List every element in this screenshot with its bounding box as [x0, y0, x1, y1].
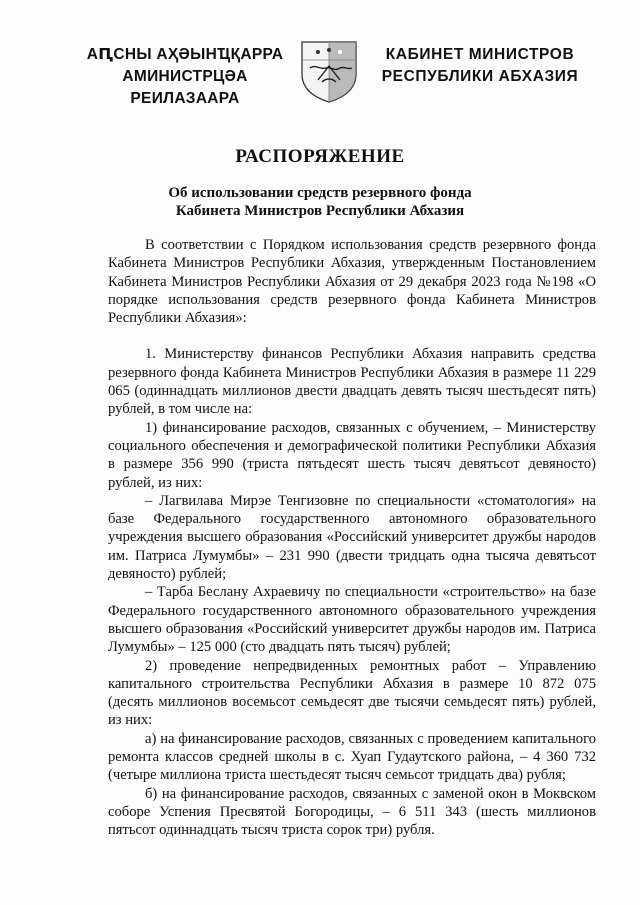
header-russian-line2: РЕСПУБЛИКИ АБХАЗИЯ	[381, 68, 579, 85]
document-header	[0, 40, 640, 110]
recipient-2-paragraph: – Тарба Беслану Ахраевичу по специальности «строительство» на базе Федерального государственного автономного образовательного учреждения высшего образования «Российский университет дружбы народов им. Патриса Лумумбы» – 125 000 (сто двадцать пять тысяч) рублей;	[108, 584, 596, 656]
document-title: РАСПОРЯЖЕНИЕ	[235, 146, 405, 167]
header-abkhaz-line1: АԤСНЫ АҲӘЫНҴҚАРРА	[86, 46, 284, 63]
state-emblem	[298, 38, 360, 104]
header-russian-line1: КАБИНЕТ МИНИСТРОВ	[385, 46, 575, 63]
document-body	[108, 236, 596, 840]
recipient-1-paragraph: – Лагвилава Мирэе Тенгизовне по специальности «стоматология» на базе Федерального государственного автономного образовательного учреждения высшего образования «Российский университет дружбы народов им. Патриса Лумумбы» – 231 990 (двести тридцать одна тысяча девятьсот девяносто) рублей;	[108, 492, 596, 583]
subitem-2-paragraph: 2) проведение непредвиденных ремонтных работ – Управлению капитального строительства Республики Абхазия в размере 10 872 075 (десять миллионов восемьсот семьдесят две тысячи семьдесят пять) рублей, из них:	[108, 657, 596, 729]
preamble-paragraph: В соответствии с Порядком использования средств резервного фонда Кабинета Министров Республики Абхазия, утвержденным Постановлением Кабинета Министров Республики Абхазия от 29 декабря 2023 года №198 «О порядке использования средств резервного фонда Кабинета Министров Республики Абхазия»:	[108, 237, 596, 327]
header-abkhaz-line2: АМИНИСТРЦӘА РЕИЛАЗААРА	[122, 68, 248, 107]
item-1-paragraph: 1. Министерству финансов Республики Абхазия направить средства резервного фонда Кабинета Министров Республики Абхазия в размере 11 229 065 (одиннадцать миллионов двести двадцать девять тысяч шестьдесят пять) рублей, в том числе на:	[108, 346, 596, 418]
header-abkhaz	[70, 44, 300, 110]
document-subtitle	[0, 184, 640, 220]
subitem-1-paragraph: 1) финансирование расходов, связанных с обучением, – Министерству социального обеспечения и демографической политики Республики Абхазия в размере 356 990 (триста пятьдесят шесть тысяч девятьсот девяносто) рублей, из них:	[108, 419, 596, 491]
subtitle-line2: Кабинета Министров Республики Абхазия	[175, 203, 465, 219]
subitem-2b-paragraph: б) на финансирование расходов, связанных с заменой окон в Моквском соборе Успения Пресвятой Богородицы, – 6 511 343 (шесть миллионов пятьсот одиннадцать тысяч триста сорок три) рубля.	[108, 785, 596, 839]
header-russian	[380, 44, 580, 88]
subitem-2a-paragraph: а) на финансирование расходов, связанных с проведением капитального ремонта классов средней школы в с. Хуап Гудаутского района, – 4 360 732 (четыре миллиона триста шестьдесят тысяч семьсот тридцать два) рубля;	[108, 730, 596, 784]
subtitle-line1: Об использовании средств резервного фонда	[168, 185, 472, 201]
